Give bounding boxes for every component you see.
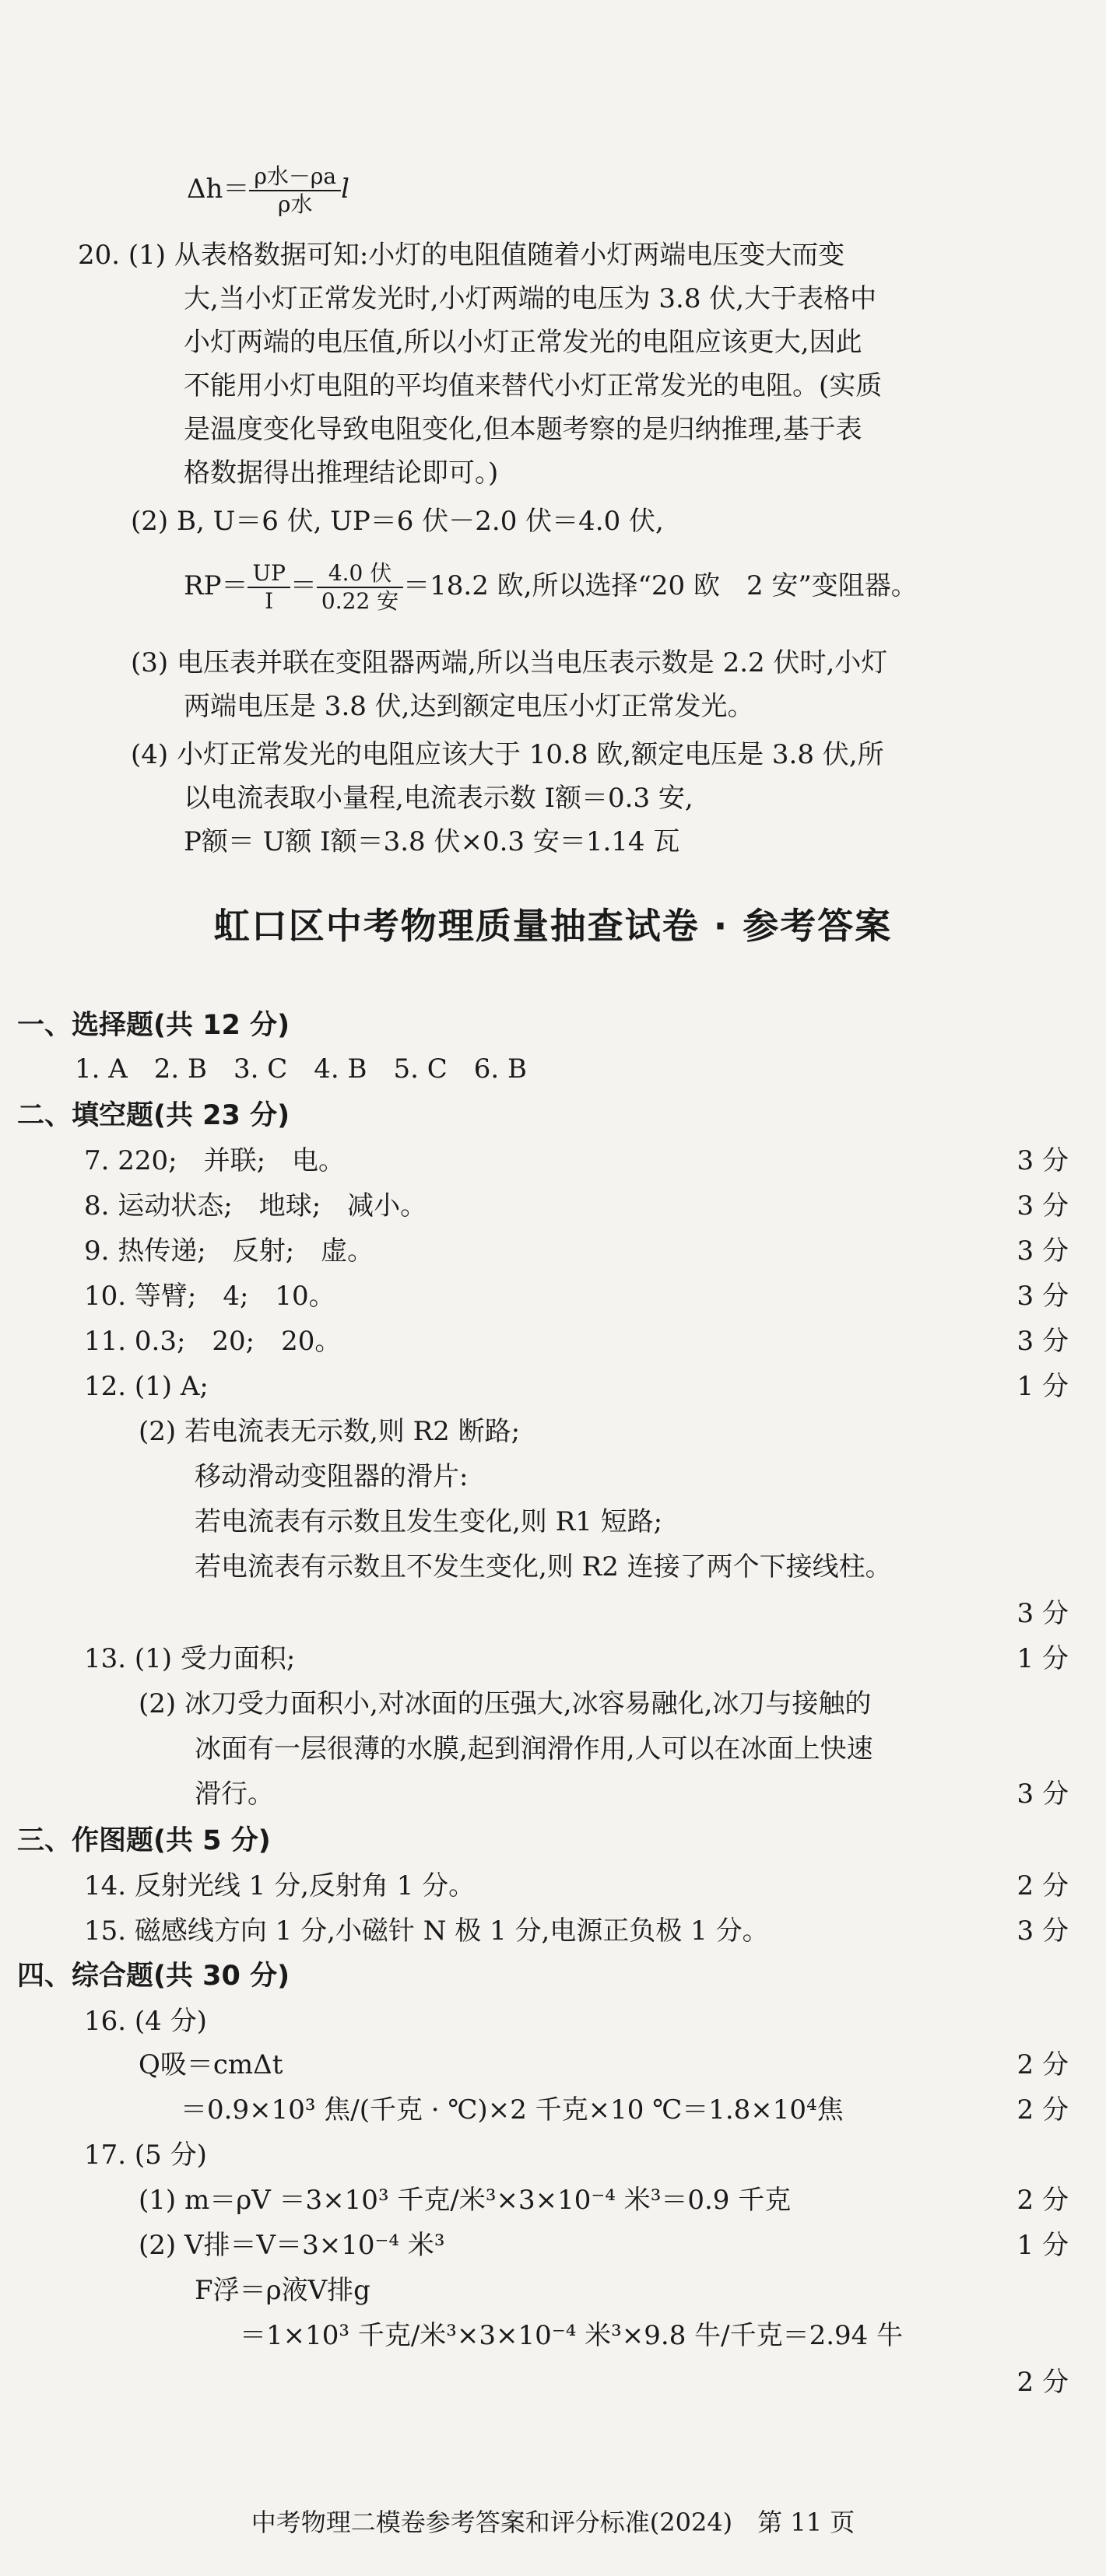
q20-p1-line: 格数据得出推理结论即可。): [184, 457, 499, 489]
drawing-answer: 14. 反射光线 1 分,反射角 1 分。: [84, 1870, 476, 1901]
drawing-answer: 15. 磁感线方向 1 分,小磁针 N 极 1 分,电源正负极 1 分。: [84, 1915, 769, 1947]
fill-answer-line: 若电流表有示数且不发生变化,则 R2 连接了两个下接线柱。: [195, 1551, 892, 1582]
fill-answer-line: (2) 冰刀受力面积小,对冰面的压强大,冰容易融化,冰刀与接触的: [139, 1688, 872, 1719]
q17-line: (1) m＝ρV ＝3×10³ 千克/米³×3×10⁻⁴ 米³＝0.9 千克: [139, 2185, 792, 2216]
fill-answer: 11. 0.3; 20; 20。: [84, 1326, 342, 1357]
q20-p4-line: (4) 小灯正常发光的电阻应该大于 10.8 欧,额定电压是 3.8 伏,所: [131, 739, 884, 770]
fraction-up-i: [248, 560, 290, 615]
fill-answer-line: 冰面有一层很薄的水膜,起到润滑作用,人可以在冰面上快速: [195, 1733, 873, 1765]
score: 1 分: [1016, 2230, 1069, 2261]
fill-answer: 10. 等臂; 4; 10。: [84, 1281, 335, 1312]
fraction-numerator: UP: [248, 560, 290, 588]
page-footer: 中考物理二模卷参考答案和评分标准(2024) 第 11 页: [251, 2508, 855, 2537]
score: 1 分: [1016, 1371, 1069, 1402]
fill-answer: 8. 运动状态; 地球; 减小。: [84, 1190, 427, 1221]
section-heading-drawing: 三、作图题(共 5 分): [17, 1825, 271, 1856]
score: 2 分: [1016, 2185, 1069, 2216]
fill-answer-line: (2) 若电流表无示数,则 R2 断路;: [139, 1416, 521, 1447]
score: 3 分: [1016, 1326, 1069, 1357]
score: 3 分: [1016, 1779, 1069, 1810]
fraction-numerator: 4.0 伏: [317, 560, 403, 588]
score: 3 分: [1016, 1145, 1069, 1176]
equals-sign: ＝: [290, 570, 317, 601]
formula-fraction: [249, 163, 341, 218]
fill-answer: 13. (1) 受力面积;: [84, 1643, 296, 1674]
q20-p1-line: 小灯两端的电压值,所以小灯正常发光的电阻应该更大,因此: [184, 327, 862, 358]
q20-p1-line: 20. (1) 从表格数据可知:小灯的电阻值随着小灯两端电压变大而变: [78, 240, 845, 271]
fill-answer: 7. 220; 并联; 电。: [84, 1145, 346, 1176]
q16-line: Q吸＝cmΔt: [139, 2049, 283, 2080]
q20-p4-line: P额＝ U额 I额＝3.8 伏×0.3 安＝1.14 瓦: [184, 826, 680, 857]
q17-line: (2) V排＝V＝3×10⁻⁴ 米³: [139, 2230, 445, 2261]
fill-answer-line: 移动滑动变阻器的滑片:: [195, 1461, 469, 1492]
section-heading-comprehensive: 四、综合题(共 30 分): [17, 1961, 290, 1992]
q17-line: ＝1×10³ 千克/米³×3×10⁻⁴ 米³×9.8 牛/千克＝2.94 牛: [240, 2320, 904, 2351]
q20-p2-formula: [184, 560, 918, 615]
fill-answer: 12. (1) A;: [84, 1371, 209, 1402]
score: 3 分: [1016, 1915, 1069, 1947]
q20-p1-line: 是温度变化导致电阻变化,但本题考察的是归纳推理,基于表: [184, 414, 862, 445]
q16-heading: 16. (4 分): [84, 2006, 207, 2037]
fill-answer: 9. 热传递; 反射; 虚。: [84, 1235, 374, 1267]
score: 2 分: [1016, 2094, 1069, 2126]
section-heading-fill: 二、填空题(共 23 分): [17, 1100, 290, 1131]
score: 3 分: [1016, 1235, 1069, 1267]
q20-p4-line: 以电流表取小量程,电流表示数 I额＝0.3 安,: [184, 783, 693, 814]
q20-p1-line: 不能用小灯电阻的平均值来替代小灯正常发光的电阻。(实质: [184, 370, 883, 401]
formula-tail: l: [341, 173, 349, 205]
q20-p3-line: 两端电压是 3.8 伏,达到额定电压小灯正常发光。: [184, 691, 754, 722]
rp-label: RP＝: [184, 570, 248, 601]
fill-answer-line: 滑行。: [195, 1779, 274, 1810]
choice-answers: 1. A 2. B 3. C 4. B 5. C 6. B: [75, 1053, 528, 1085]
score: 3 分: [1016, 1598, 1069, 1629]
score: 2 分: [1016, 1870, 1069, 1901]
formula-tail: ＝18.2 欧,所以选择“20 欧 2 安”变阻器。: [403, 570, 918, 601]
score: 2 分: [1016, 2049, 1069, 2080]
fraction-values: [317, 560, 403, 615]
score: 2 分: [1016, 2367, 1069, 2398]
score: 1 分: [1016, 1643, 1069, 1674]
fraction-denominator: ρ水: [278, 191, 313, 217]
fraction-denominator: 0.22 安: [321, 588, 399, 614]
delta-h-formula: [187, 163, 349, 218]
section-heading-choice: 一、选择题(共 12 分): [17, 1010, 290, 1041]
q20-p3-line: (3) 电压表并联在变阻器两端,所以当电压表示数是 2.2 伏时,小灯: [131, 647, 888, 678]
page-title: 虹口区中考物理质量抽查试卷 · 参考答案: [213, 905, 893, 947]
q20-p1-line: 大,当小灯正常发光时,小灯两端的电压为 3.8 伏,大于表格中: [184, 283, 877, 314]
score: 3 分: [1016, 1190, 1069, 1221]
fill-answer-line: 若电流表有示数且发生变化,则 R1 短路;: [195, 1506, 663, 1537]
q16-line: ＝0.9×10³ 焦/(千克 · ℃)×2 千克×10 ℃＝1.8×10⁴焦: [181, 2094, 844, 2126]
q20-p2-line: (2) B, U＝6 伏, UP＝6 伏－2.0 伏＝4.0 伏,: [131, 506, 664, 537]
formula-lhs: Δh＝: [187, 173, 250, 205]
q17-line: F浮＝ρ液V排g: [195, 2275, 370, 2306]
fraction-denominator: I: [265, 588, 274, 614]
score: 3 分: [1016, 1281, 1069, 1312]
fraction-numerator: ρ水－ρa: [249, 163, 341, 191]
q17-heading: 17. (5 分): [84, 2140, 207, 2171]
